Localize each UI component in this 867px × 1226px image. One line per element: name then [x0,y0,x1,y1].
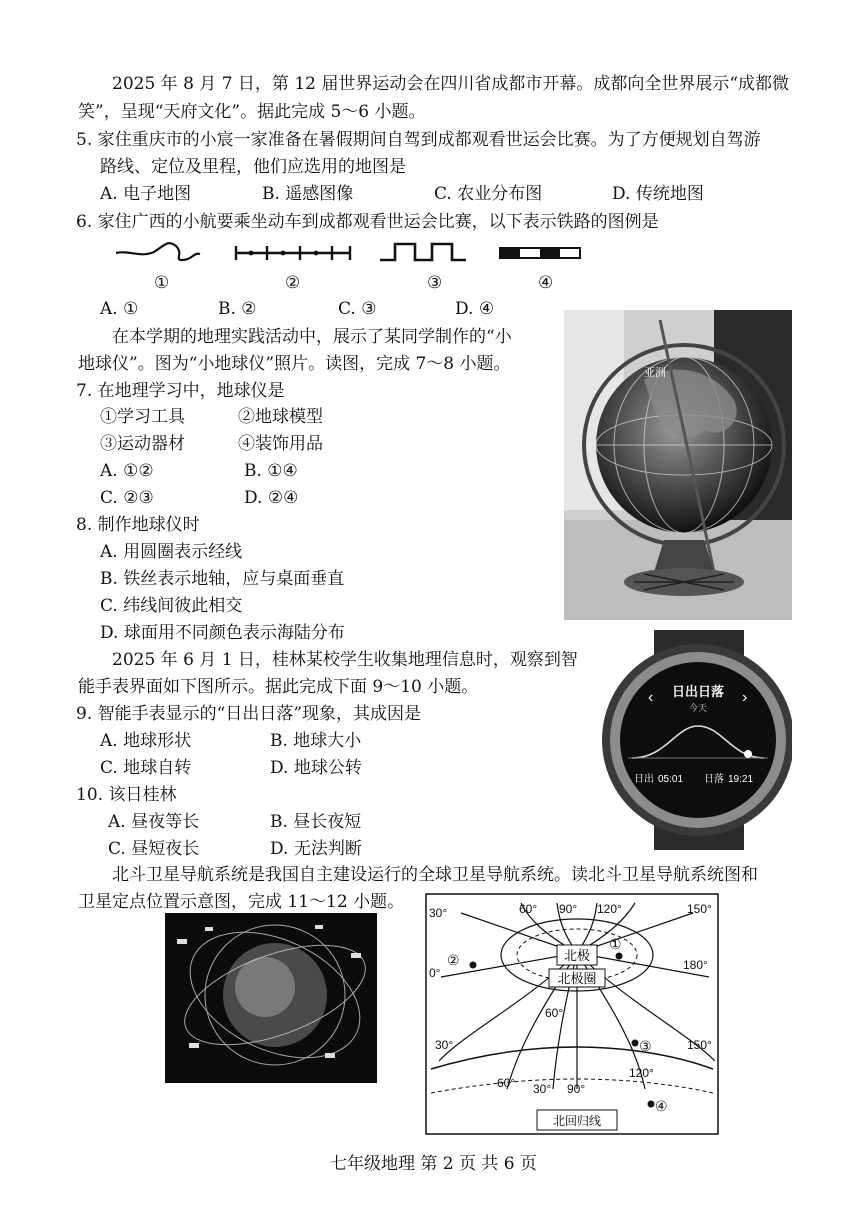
intro4-line1: 北斗卫星导航系统是我国自主建设运行的全球卫星导航系统。读北斗卫星导航系统图和 [112,865,758,885]
deg-60-top: 60° [519,902,538,916]
q7-stem: 7. 在地理学习中，地球仪是 [76,381,285,401]
q6-legend-symbols [110,238,590,268]
q6-option-c: C. ③ [338,299,377,319]
q8-option-a: A. 用圆圈表示经线 [100,542,243,562]
watch-sunrise-time: 05:01 [658,774,684,785]
point-2-label: ② [447,952,460,968]
satellite-position-map [425,893,719,1135]
q9-option-a: A. 地球形状 [100,731,192,751]
watch-sunrise-label: 日出 [634,774,654,785]
watch-title: 日出日落 [671,684,725,699]
watch-sunset-time: 19:21 [728,774,754,785]
intro3-line1: 2025 年 6 月 1 日，桂林某校学生收集地理信息时，观察到智 [112,650,578,670]
deg-60-inner: 60° [545,1006,564,1020]
deg-60-bottom: 60° [497,1076,516,1090]
q10-option-d: D. 无法判断 [270,839,362,859]
globe-asia-label: 亚洲 [644,367,666,379]
q10-option-b: B. 昼长夜短 [270,812,362,832]
page-footer: 七年级地理 第 2 页 共 6 页 [329,1154,538,1174]
intro1-line1: 2025 年 8 月 7 日，第 12 届世界运动会在四川省成都市开幕。成都向全世界展示“成都微 [112,74,790,94]
q6-option-d: D. ④ [455,299,495,319]
q6-legend-number-1: ① [154,273,170,293]
watch-right-arrow: › [742,689,748,706]
point-4-label: ④ [655,1098,668,1114]
deg-30-top-left: 30° [429,906,448,920]
q7-item-2: ②地球模型 [238,407,323,427]
q9-stem: 9. 智能手表显示的“日出日落”现象，其成因是 [76,704,422,724]
beidou-satellite-photo [165,913,377,1083]
intro3-line2: 能手表界面如下图所示。据此完成下面 9～10 小题。 [78,677,479,697]
legend-railway-symbol [500,248,580,258]
watch-subtitle: 今天 [688,703,708,713]
q8-stem: 8. 制作地球仪时 [76,515,200,535]
tropic-label: 北回归线 [552,1114,602,1128]
intro2-line1: 在本学期的地理实践活动中，展示了某同学制作的“小 [112,327,512,347]
q8-option-b: B. 铁丝表示地轴，应与桌面垂直 [100,569,345,589]
q5-option-a: A. 电子地图 [100,184,192,204]
q6-legend-number-2: ② [285,273,301,293]
deg-120-top: 120° [597,902,622,916]
q6-option-a: A. ① [100,299,139,319]
q10-option-c: C. 昼短夜长 [108,839,200,859]
q9-option-d: D. 地球公转 [270,758,362,778]
point-4-dot [648,1101,655,1108]
q5-option-d: D. 传统地图 [612,184,704,204]
legend-wall-symbol [380,244,466,260]
legend-river-symbol [116,243,200,260]
intro2-line2: 地球仪”。图为“小地球仪”照片。读图，完成 7～8 小题。 [78,354,511,374]
q9-option-c: C. 地球自转 [100,758,192,778]
smartwatch-photo [596,630,792,850]
q10-option-a: A. 昼夜等长 [108,812,200,832]
point-3-label: ③ [639,1038,652,1054]
q6-stem: 6. 家住广西的小航要乘坐动车到成都观看世运会比赛，以下表示铁路的图例是 [76,212,659,232]
point-3-dot [632,1040,639,1047]
q7-item-1: ①学习工具 [100,407,185,427]
q10-stem: 10. 该日桂林 [76,785,177,805]
point-1-label: ① [609,936,622,952]
q7-item-3: ③运动器材 [100,434,185,454]
q8-option-c: C. 纬线间彼此相交 [100,596,243,616]
deg-30-bottom: 30° [533,1082,552,1096]
watch-left-arrow: ‹ [648,689,654,706]
deg-150-top-right: 150° [687,902,712,916]
q5-stem-line2: 路线、定位及里程，他们应选用的地图是 [100,157,406,177]
arctic-circle-label: 北极圈 [557,971,597,986]
q7-option-c: C. ②③ [100,488,154,508]
deg-90-top: 90° [559,902,578,916]
intro4-line2: 卫星定点位置示意图，完成 11～12 小题。 [78,892,405,912]
intro1-line2: 笑”，呈现“天府文化”。据此完成 5～6 小题。 [78,102,426,122]
q7-option-a: A. ①② [100,461,154,481]
q5-option-c: C. 农业分布图 [434,184,543,204]
watch-sunset-label: 日落 [704,774,724,785]
q8-option-d: D. 球面用不同颜色表示海陆分布 [100,623,345,643]
q9-option-b: B. 地球大小 [270,731,362,751]
globe-photo [564,310,792,620]
q6-option-b: B. ② [218,299,257,319]
q7-option-b: B. ①④ [244,461,298,481]
deg-0-left: 0° [429,966,441,980]
north-pole-label: 北极 [563,948,591,963]
deg-90-bottom: 90° [567,1082,586,1096]
q7-option-d: D. ②④ [244,488,299,508]
point-1-dot [616,953,623,960]
q5-stem-line1: 5. 家住重庆市的小宸一家准备在暑假期间自驾到成都观看世运会比赛。为了方便规划自驾游 [76,130,761,150]
q7-item-4: ④装饰用品 [238,434,323,454]
deg-150-bottom-right: 150° [687,1038,712,1052]
deg-180-right: 180° [683,958,708,972]
deg-120-bottom: 120° [629,1066,654,1080]
q5-option-b: B. 遥感图像 [262,184,354,204]
q6-legend-number-3: ③ [427,273,443,293]
deg-30-bottom-left: 30° [435,1038,454,1052]
q6-legend-number-4: ④ [538,273,554,293]
point-2-dot [470,962,477,969]
